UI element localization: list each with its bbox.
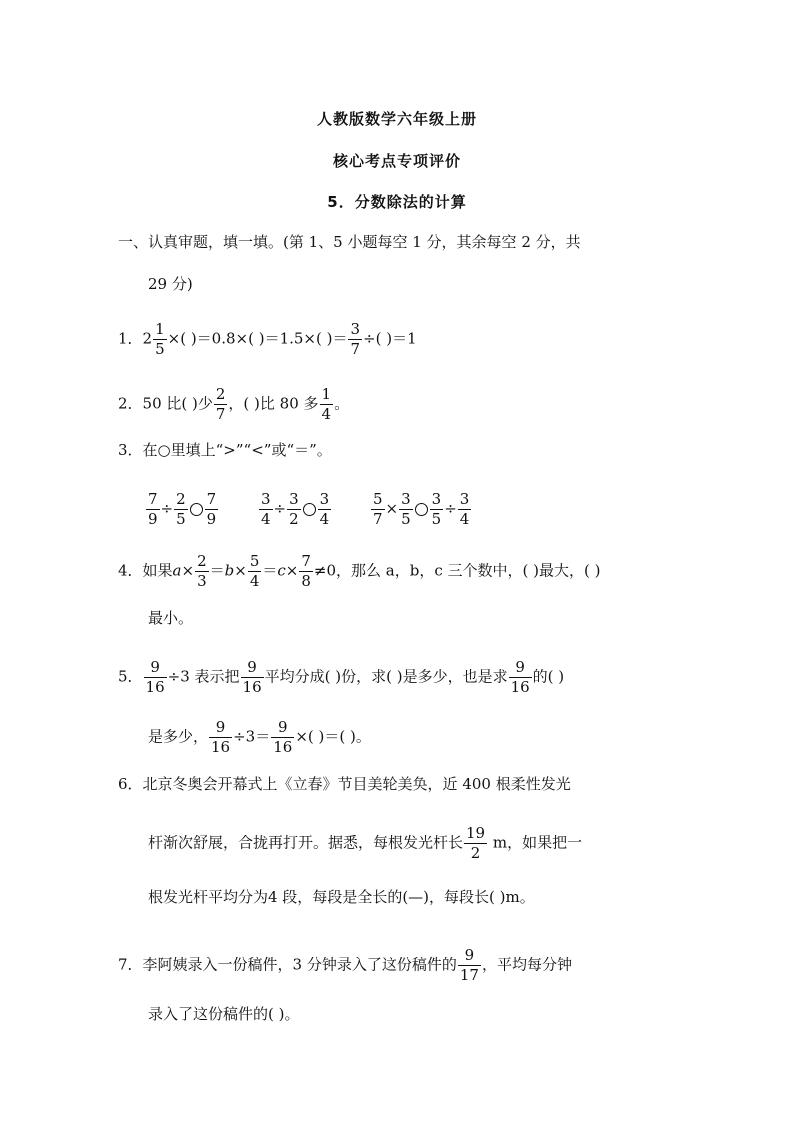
q2-text-a: 50 比( )少 — [142, 394, 213, 413]
question-5-cont: 是多少， $\frac{9}{16}$ ÷3＝ $\frac{9}{16}$ ×( )＝( )。 — [148, 718, 371, 756]
question-1 — [118, 322, 417, 357]
question-5: 5． $\frac{9}{16}$ ÷3 表示把 $\frac{9}{16}$ 平均分成( )份，求( )是多少，也是求 $\frac{9}{16}$ 的( ) — [118, 658, 565, 696]
compare-circle[interactable] — [303, 503, 316, 516]
q2-fraction-1: $\frac{2}{7}$ — [215, 385, 226, 423]
q2-number: 2． — [118, 394, 143, 413]
question-7-cont: 录入了这份稿件的( )。 — [148, 1005, 300, 1023]
q1-tail: ÷( )＝1 — [363, 329, 417, 348]
question-6: 6．北京冬奥会开幕式上《立春》节目美轮美奂，近 400 根柔性发光 — [118, 775, 571, 793]
section-heading-cont: 29 分) — [148, 275, 193, 293]
q1-fraction-1: $\frac{1}{5}$ — [155, 320, 165, 358]
question-4: 4．如果a× $\frac{2}{3}$ ＝b× $\frac{5}{4}$ ＝c× $\frac{7}{8}$ ≠0，那么 a，b，c 三个数中，( )最大，( ) — [118, 552, 601, 590]
q1-whole: 2 — [142, 329, 153, 348]
q1-number: 1． — [118, 329, 143, 348]
q3-expression-3: $\frac{5}{7}$ × $\frac{3}{5}$ $\frac{3}{5}$ ÷ $\frac{3}{4}$ — [373, 490, 470, 528]
doc-title: 人教版数学六年级上册 — [316, 110, 477, 128]
q3-expression-1: $\frac{7}{9}$ ÷ $\frac{2}{5}$ $\frac{7}{9}$ — [148, 490, 217, 528]
doc-subtitle: 核心考点专项评价 — [332, 152, 461, 170]
q3-expression-2: $\frac{3}{4}$ ÷ $\frac{3}{2}$ $\frac{3}{4}$ — [261, 490, 330, 528]
question-7: 7．李阿姨录入一份稿件，3 分钟录入了这份稿件的 $\frac{9}{17}$ ，平均每分钟 — [118, 946, 572, 984]
question-6-cont: 杆渐次舒展，合拢再打开。据悉，每根发光杆长 $\frac{19}{2}$ m，如果把一 — [148, 824, 583, 862]
q5-number: 5． — [118, 667, 143, 686]
q1-text: ×( )＝0.8×( )＝1.5×( )＝ — [167, 329, 348, 348]
compare-circle[interactable] — [190, 503, 203, 516]
question-6-cont-2: 根发光杆平均分为4 段，每段是全长的(—)，每段长( )m。 — [148, 888, 535, 906]
q1-fraction-2: $\frac{3}{7}$ — [350, 320, 361, 358]
q1-mixed-number — [143, 322, 168, 357]
q4-number: 4．如果 — [118, 561, 173, 580]
compare-circle[interactable] — [415, 503, 428, 516]
q2-fraction-2: $\frac{1}{4}$ — [321, 385, 332, 423]
q4-text: ≠0，那么 a，b，c 三个数中，( )最大，( ) — [313, 561, 601, 580]
question-3 — [118, 440, 332, 460]
q2-text-b: ，( )比 80 多 — [228, 394, 319, 413]
section-heading: 一、认真审题，填一填。(第 1、5 小题每空 1 分，其余每空 2 分，共 — [118, 233, 581, 251]
q3-number: 3． — [118, 441, 143, 459]
section-title: 5．分数除法的计算 — [327, 193, 467, 211]
q3-text: 在○里填上“>”“<”或“＝”。 — [142, 441, 332, 459]
question-2 — [118, 387, 349, 422]
q2-text-c: 。 — [334, 394, 350, 413]
question-4-cont: 最小。 — [148, 609, 194, 627]
